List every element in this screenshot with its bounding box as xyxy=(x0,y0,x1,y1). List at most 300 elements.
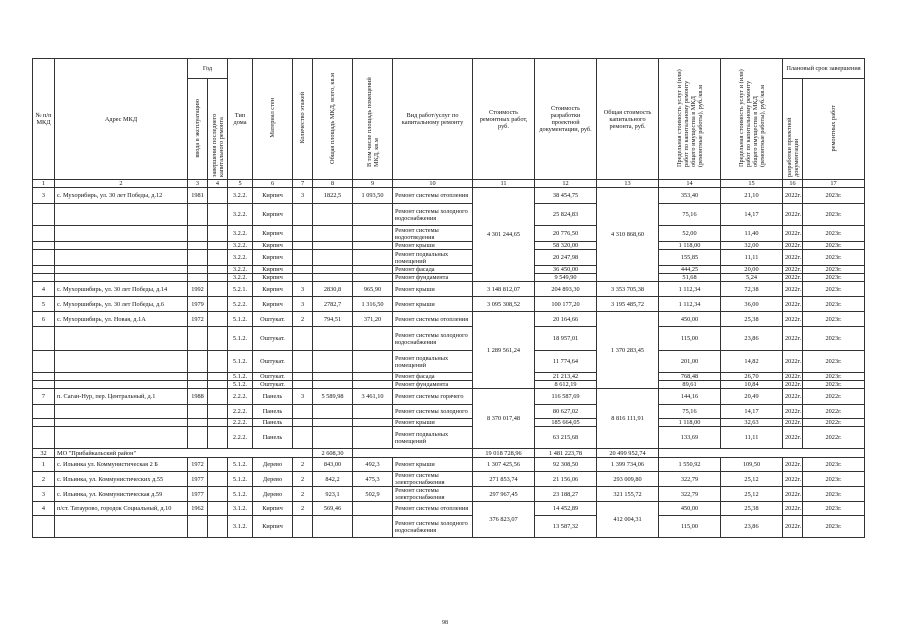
cost-design-cell: 38 454,75 xyxy=(535,188,597,204)
year-repair-cell xyxy=(208,250,228,266)
planned-works-cell: 2022г. xyxy=(803,427,865,449)
residential-area-cell xyxy=(353,516,393,538)
total-area-cell xyxy=(313,266,353,274)
unit-cost-design-cell: 11,11 xyxy=(721,427,783,449)
unit-cost-design-cell: 14,17 xyxy=(721,204,783,226)
planned-works-cell: 2023г. xyxy=(803,266,865,274)
address-cell xyxy=(55,405,188,419)
year-built-cell xyxy=(188,226,208,242)
cost-design-cell: 20 247,98 xyxy=(535,250,597,266)
planned-works-cell: 2023г. xyxy=(803,381,865,389)
work-type-cell: Ремонт подвальных помещений xyxy=(393,351,473,373)
cost-total-cell: 3 195 485,72 xyxy=(597,297,659,312)
wall-material-cell: Панель xyxy=(253,427,293,449)
header-work-type: Вид работ/услуг по капитальному ремонту xyxy=(393,59,473,180)
cost-design-cell: 116 587,69 xyxy=(535,389,597,405)
work-type-cell: Ремонт фундамента xyxy=(393,274,473,282)
cost-design-cell: 8 612,19 xyxy=(535,381,597,389)
house-type-cell: 3.2.2. xyxy=(228,242,253,250)
header-house-type: Тип дома xyxy=(228,59,253,180)
row-number: 4 xyxy=(33,502,55,516)
planned-design-cell: 2022г. xyxy=(783,516,803,538)
wall-material-cell: Оштукат. xyxy=(253,373,293,381)
planned-works-cell: 2022г. xyxy=(803,405,865,419)
unit-cost-design-cell: 26,70 xyxy=(721,373,783,381)
row-number xyxy=(33,427,55,449)
wall-material-cell: Кирпич xyxy=(253,242,293,250)
row-number xyxy=(33,266,55,274)
year-built-cell: 1962 xyxy=(188,502,208,516)
residential-area-cell xyxy=(353,242,393,250)
section-row xyxy=(33,449,865,458)
work-type-cell: Ремонт системы холодного водоснабжения xyxy=(393,327,473,351)
year-repair-cell xyxy=(208,282,228,297)
planned-design-cell: 2022г. xyxy=(783,405,803,419)
section-empty xyxy=(659,449,865,458)
cost-design-cell: 21 156,06 xyxy=(535,472,597,487)
address-cell: с. Ильинка, ул. Коммунистическая д.59 xyxy=(55,487,188,502)
address-cell xyxy=(55,381,188,389)
planned-works-cell: 2022г. xyxy=(803,389,865,405)
year-repair-cell xyxy=(208,502,228,516)
cost-total-cell: 3 353 705,38 xyxy=(597,282,659,297)
header-unit-cost-design: Предельная стоимость услуг и (или) работ по капитальному ремонту общего имущества в МКД (ремонтные работы), руб./кв.м xyxy=(737,69,766,167)
cost-design-cell: 13 587,32 xyxy=(535,516,597,538)
year-repair-cell xyxy=(208,487,228,502)
unit-cost-cell: 353,40 xyxy=(659,188,721,204)
row-number: 5 xyxy=(33,297,55,312)
planned-design-cell: 2022г. xyxy=(783,188,803,204)
wall-material-cell: Кирпич xyxy=(253,274,293,282)
year-repair-cell xyxy=(208,297,228,312)
residential-area-cell xyxy=(353,226,393,242)
floors-cell: 2 xyxy=(293,472,313,487)
work-type-cell: Ремонт крыши xyxy=(393,419,473,427)
floors-cell xyxy=(293,419,313,427)
house-type-cell: 5.2.1. xyxy=(228,282,253,297)
work-type-cell: Ремонт фундамента xyxy=(393,381,473,389)
work-type-cell: Ремонт крыши xyxy=(393,242,473,250)
year-built-cell: 1979 xyxy=(188,297,208,312)
year-repair-cell xyxy=(208,226,228,242)
cost-design-cell: 204 893,30 xyxy=(535,282,597,297)
wall-material-cell: Панель xyxy=(253,419,293,427)
year-repair-cell xyxy=(208,373,228,381)
table-row xyxy=(33,502,865,516)
cost-total-cell: 1 370 283,45 xyxy=(597,312,659,389)
floors-cell: 2 xyxy=(293,312,313,327)
unit-cost-design-cell: 36,00 xyxy=(721,297,783,312)
work-type-cell: Ремонт фасада xyxy=(393,373,473,381)
year-repair-cell xyxy=(208,266,228,274)
total-area-cell xyxy=(313,274,353,282)
work-type-cell: Ремонт фасада xyxy=(393,266,473,274)
planned-design-cell: 2022г. xyxy=(783,427,803,449)
cost-design-cell: 63 215,68 xyxy=(535,427,597,449)
cost-design-cell: 14 452,89 xyxy=(535,502,597,516)
row-number xyxy=(33,381,55,389)
column-number: 13 xyxy=(597,180,659,188)
floors-cell xyxy=(293,327,313,351)
house-type-cell: 3.2.2. xyxy=(228,274,253,282)
year-built-cell xyxy=(188,516,208,538)
year-built-cell xyxy=(188,327,208,351)
residential-area-cell: 3 461,10 xyxy=(353,389,393,405)
table-row xyxy=(33,274,865,282)
year-built-cell: 1977 xyxy=(188,472,208,487)
work-type-cell: Ремонт системы отопления xyxy=(393,188,473,204)
column-number: 2 xyxy=(55,180,188,188)
house-type-cell: 3.1.2. xyxy=(228,502,253,516)
unit-cost-cell: 89,61 xyxy=(659,381,721,389)
table-row xyxy=(33,373,865,381)
work-type-cell: Ремонт подвальных помещений xyxy=(393,250,473,266)
unit-cost-design-cell: 14,82 xyxy=(721,351,783,373)
floors-cell xyxy=(293,405,313,419)
unit-cost-design-cell: 10,84 xyxy=(721,381,783,389)
table-row xyxy=(33,266,865,274)
unit-cost-design-cell: 20,49 xyxy=(721,389,783,405)
capital-repair-table xyxy=(32,58,865,538)
year-repair-cell xyxy=(208,204,228,226)
year-built-cell xyxy=(188,373,208,381)
wall-material-cell: Панель xyxy=(253,405,293,419)
table-row xyxy=(33,188,865,204)
work-type-cell: Ремонт системы электроснабжения xyxy=(393,487,473,502)
year-repair-cell xyxy=(208,274,228,282)
address-cell: с. Мухоршибирь, ул. Новая, д.1А xyxy=(55,312,188,327)
planned-works-cell: 2023г. xyxy=(803,502,865,516)
house-type-cell: 5.1.2. xyxy=(228,381,253,389)
year-built-cell: 1977 xyxy=(188,487,208,502)
year-repair-cell xyxy=(208,381,228,389)
year-built-cell xyxy=(188,266,208,274)
total-area-cell xyxy=(313,327,353,351)
total-area-cell xyxy=(313,351,353,373)
cost-design-cell: 20 164,66 xyxy=(535,312,597,327)
total-area-cell xyxy=(313,427,353,449)
page-number: 98 xyxy=(442,620,448,626)
residential-area-cell xyxy=(353,274,393,282)
planned-works-cell: 2023г. xyxy=(803,487,865,502)
floors-cell xyxy=(293,242,313,250)
unit-cost-design-cell: 25,12 xyxy=(721,472,783,487)
table-row xyxy=(33,487,865,502)
row-number xyxy=(33,250,55,266)
wall-material-cell: Кирпич xyxy=(253,516,293,538)
planned-design-cell: 2022г. xyxy=(783,204,803,226)
work-type-cell: Ремонт системы горячего xyxy=(393,389,473,405)
house-type-cell: 3.2.2. xyxy=(228,188,253,204)
house-type-cell: 3.2.2. xyxy=(228,266,253,274)
planned-works-cell: 2023г. xyxy=(803,327,865,351)
header-planned-design: разработки проектной документации xyxy=(785,117,800,177)
row-number xyxy=(33,405,55,419)
table-row xyxy=(33,381,865,389)
planned-works-cell: 2023г. xyxy=(803,282,865,297)
section-number: 32 xyxy=(33,449,55,458)
residential-area-cell: 965,90 xyxy=(353,282,393,297)
residential-area-cell xyxy=(353,427,393,449)
cost-works-cell: 297 967,45 xyxy=(473,487,535,502)
unit-cost-cell: 444,25 xyxy=(659,266,721,274)
year-repair-cell xyxy=(208,405,228,419)
unit-cost-cell: 1 550,92 xyxy=(659,458,721,472)
planned-design-cell: 2022г. xyxy=(783,226,803,242)
unit-cost-cell: 51,68 xyxy=(659,274,721,282)
floors-cell xyxy=(293,266,313,274)
year-built-cell: 1972 xyxy=(188,312,208,327)
year-repair-cell xyxy=(208,472,228,487)
cost-works-cell: 1 289 561,24 xyxy=(473,312,535,389)
address-cell xyxy=(55,351,188,373)
row-number: 3 xyxy=(33,188,55,204)
table-row xyxy=(33,282,865,297)
planned-design-cell: 2022г. xyxy=(783,282,803,297)
residential-area-cell xyxy=(353,405,393,419)
table-row xyxy=(33,327,865,351)
row-number xyxy=(33,516,55,538)
residential-area-cell: 1 093,50 xyxy=(353,188,393,204)
unit-cost-cell: 1 112,34 xyxy=(659,282,721,297)
residential-area-cell xyxy=(353,419,393,427)
residential-area-cell xyxy=(353,351,393,373)
column-numbers-row xyxy=(33,180,865,188)
planned-works-cell: 2023г. xyxy=(803,274,865,282)
header-total-area: Общая площадь МКД, всего, кв.м xyxy=(329,72,337,164)
planned-works-cell: 2023г. xyxy=(803,312,865,327)
total-area-cell xyxy=(313,204,353,226)
cost-design-cell: 80 627,02 xyxy=(535,405,597,419)
unit-cost-cell: 155,85 xyxy=(659,250,721,266)
floors-cell: 2 xyxy=(293,502,313,516)
unit-cost-cell: 133,69 xyxy=(659,427,721,449)
work-type-cell: Ремонт системы электроснабжения xyxy=(393,472,473,487)
cost-works-cell: 271 853,74 xyxy=(473,472,535,487)
cost-total-cell: 412 004,31 xyxy=(597,502,659,538)
year-repair-cell xyxy=(208,458,228,472)
total-area-cell: 569,46 xyxy=(313,502,353,516)
planned-design-cell: 2022г. xyxy=(783,274,803,282)
total-area-cell: 2782,7 xyxy=(313,297,353,312)
unit-cost-design-cell: 109,50 xyxy=(721,458,783,472)
address-cell xyxy=(55,427,188,449)
address-cell: с. Мухоршибирь, ул. 30 лет Победы, д.14 xyxy=(55,282,188,297)
year-repair-cell xyxy=(208,327,228,351)
cost-total-cell: 321 155,72 xyxy=(597,487,659,502)
column-number: 10 xyxy=(393,180,473,188)
unit-cost-cell: 115,00 xyxy=(659,327,721,351)
cost-works-cell: 8 370 017,48 xyxy=(473,389,535,449)
cost-works-cell: 3 148 812,07 xyxy=(473,282,535,297)
address-cell: с. Ильинка ул. Коммунистическая 2 Б xyxy=(55,458,188,472)
cost-design-cell: 92 308,50 xyxy=(535,458,597,472)
column-number: 5 xyxy=(228,180,253,188)
work-type-cell: Ремонт системы отопления xyxy=(393,312,473,327)
cost-total-cell: 1 399 734,06 xyxy=(597,458,659,472)
house-type-cell: 2.2.2. xyxy=(228,419,253,427)
floors-cell xyxy=(293,204,313,226)
floors-cell: 3 xyxy=(293,282,313,297)
wall-material-cell: Панель xyxy=(253,389,293,405)
residential-area-cell: 475,3 xyxy=(353,472,393,487)
residential-area-cell xyxy=(353,204,393,226)
table-body xyxy=(33,188,865,538)
work-type-cell: Ремонт системы холодного водоснабжения xyxy=(393,204,473,226)
unit-cost-cell: 450,00 xyxy=(659,312,721,327)
unit-cost-design-cell: 25,38 xyxy=(721,502,783,516)
cost-design-cell: 100 177,20 xyxy=(535,297,597,312)
cost-works-cell: 3 095 308,52 xyxy=(473,297,535,312)
year-built-cell: 1992 xyxy=(188,282,208,297)
row-number xyxy=(33,373,55,381)
section-empty xyxy=(353,449,473,458)
column-number: 11 xyxy=(473,180,535,188)
planned-design-cell: 2022г. xyxy=(783,487,803,502)
address-cell xyxy=(55,266,188,274)
planned-design-cell: 2022г. xyxy=(783,502,803,516)
cost-design-cell: 36 450,00 xyxy=(535,266,597,274)
cost-works-cell: 1 307 425,56 xyxy=(473,458,535,472)
unit-cost-cell: 322,79 xyxy=(659,487,721,502)
planned-design-cell: 2022г. xyxy=(783,242,803,250)
column-number: 14 xyxy=(659,180,721,188)
total-area-cell: 1822,5 xyxy=(313,188,353,204)
wall-material-cell: Кирпич xyxy=(253,204,293,226)
column-number: 4 xyxy=(208,180,228,188)
work-type-cell: Ремонт крыши xyxy=(393,282,473,297)
total-area-cell: 923,1 xyxy=(313,487,353,502)
floors-cell xyxy=(293,381,313,389)
planned-works-cell: 2023г. xyxy=(803,250,865,266)
address-cell: с. Ильинка, ул. Коммунистических д.55 xyxy=(55,472,188,487)
row-number xyxy=(33,226,55,242)
house-type-cell: 3.2.2. xyxy=(228,204,253,226)
header-floors: Количество этажей xyxy=(299,92,307,144)
cost-design-cell: 185 664,05 xyxy=(535,419,597,427)
floors-cell xyxy=(293,250,313,266)
total-area-cell xyxy=(313,373,353,381)
floors-cell: 3 xyxy=(293,188,313,204)
year-repair-cell xyxy=(208,516,228,538)
planned-works-cell: 2023г. xyxy=(803,188,865,204)
planned-works-cell: 2023г. xyxy=(803,204,865,226)
column-number: 7 xyxy=(293,180,313,188)
address-cell xyxy=(55,274,188,282)
total-area-cell: 843,00 xyxy=(313,458,353,472)
table-row xyxy=(33,312,865,327)
unit-cost-design-cell: 14,17 xyxy=(721,405,783,419)
unit-cost-design-cell: 72,38 xyxy=(721,282,783,297)
wall-material-cell: Дерево xyxy=(253,458,293,472)
cost-total-cell: 4 310 868,60 xyxy=(597,188,659,282)
header-year-built: ввода в эксплуатацию xyxy=(194,98,201,158)
table-row xyxy=(33,458,865,472)
work-type-cell: Ремонт системы водоотведения xyxy=(393,226,473,242)
cost-total-cell: 293 009,80 xyxy=(597,472,659,487)
house-type-cell: 2.2.2. xyxy=(228,389,253,405)
floors-cell: 3 xyxy=(293,297,313,312)
wall-material-cell: Дерево xyxy=(253,472,293,487)
address-cell xyxy=(55,242,188,250)
year-built-cell xyxy=(188,419,208,427)
cost-design-cell: 58 320,00 xyxy=(535,242,597,250)
cost-design-cell: 20 776,50 xyxy=(535,226,597,242)
row-number: 7 xyxy=(33,389,55,405)
house-type-cell: 5.1.2. xyxy=(228,351,253,373)
column-number: 12 xyxy=(535,180,597,188)
total-area-cell: 842,2 xyxy=(313,472,353,487)
residential-area-cell xyxy=(353,381,393,389)
row-number xyxy=(33,327,55,351)
residential-area-cell xyxy=(353,266,393,274)
floors-cell xyxy=(293,226,313,242)
planned-design-cell: 2022г. xyxy=(783,472,803,487)
unit-cost-design-cell: 25,12 xyxy=(721,487,783,502)
wall-material-cell: Дерево xyxy=(253,487,293,502)
table-row xyxy=(33,204,865,226)
wall-material-cell: Кирпич xyxy=(253,266,293,274)
year-repair-cell xyxy=(208,242,228,250)
column-number: 6 xyxy=(253,180,293,188)
total-area-cell xyxy=(313,419,353,427)
header-year: Год xyxy=(188,59,228,79)
table-row xyxy=(33,427,865,449)
unit-cost-cell: 1 112,34 xyxy=(659,297,721,312)
cost-works-cell: 4 301 244,65 xyxy=(473,188,535,282)
floors-cell xyxy=(293,351,313,373)
unit-cost-cell: 75,16 xyxy=(659,405,721,419)
planned-design-cell: 2022г. xyxy=(783,266,803,274)
year-built-cell xyxy=(188,242,208,250)
row-number: 2 xyxy=(33,472,55,487)
unit-cost-cell: 115,00 xyxy=(659,516,721,538)
section-cost-total: 20 499 952,74 xyxy=(597,449,659,458)
address-cell xyxy=(55,373,188,381)
unit-cost-cell: 75,16 xyxy=(659,204,721,226)
row-number: 4 xyxy=(33,282,55,297)
header-num: № п/п МКД xyxy=(33,59,55,180)
year-built-cell xyxy=(188,381,208,389)
floors-cell: 2 xyxy=(293,487,313,502)
house-type-cell: 2.2.2. xyxy=(228,427,253,449)
planned-design-cell: 2022г. xyxy=(783,327,803,351)
unit-cost-design-cell: 23,86 xyxy=(721,327,783,351)
cost-works-cell: 376 823,07 xyxy=(473,502,535,538)
header-cost-design: Стоимость разработки проектной документации, руб. xyxy=(535,59,597,180)
address-cell xyxy=(55,419,188,427)
total-area-cell xyxy=(313,405,353,419)
residential-area-cell: 492,3 xyxy=(353,458,393,472)
cost-design-cell: 9 549,90 xyxy=(535,274,597,282)
header-cost-works: Стоимость ремонтных работ, руб. xyxy=(473,59,535,180)
planned-works-cell: 2023г. xyxy=(803,458,865,472)
planned-design-cell: 2022г. xyxy=(783,373,803,381)
address-cell: с. Мухоршибирь, ул. 30 лет Победы, д.6 xyxy=(55,297,188,312)
total-area-cell: 794,51 xyxy=(313,312,353,327)
unit-cost-cell: 52,00 xyxy=(659,226,721,242)
year-repair-cell xyxy=(208,351,228,373)
year-built-cell xyxy=(188,351,208,373)
table-row xyxy=(33,516,865,538)
unit-cost-cell: 322,79 xyxy=(659,472,721,487)
planned-design-cell: 2022г. xyxy=(783,419,803,427)
year-built-cell xyxy=(188,204,208,226)
total-area-cell: 5 589,98 xyxy=(313,389,353,405)
address-cell xyxy=(55,516,188,538)
residential-area-cell xyxy=(353,250,393,266)
cost-design-cell: 11 774,64 xyxy=(535,351,597,373)
